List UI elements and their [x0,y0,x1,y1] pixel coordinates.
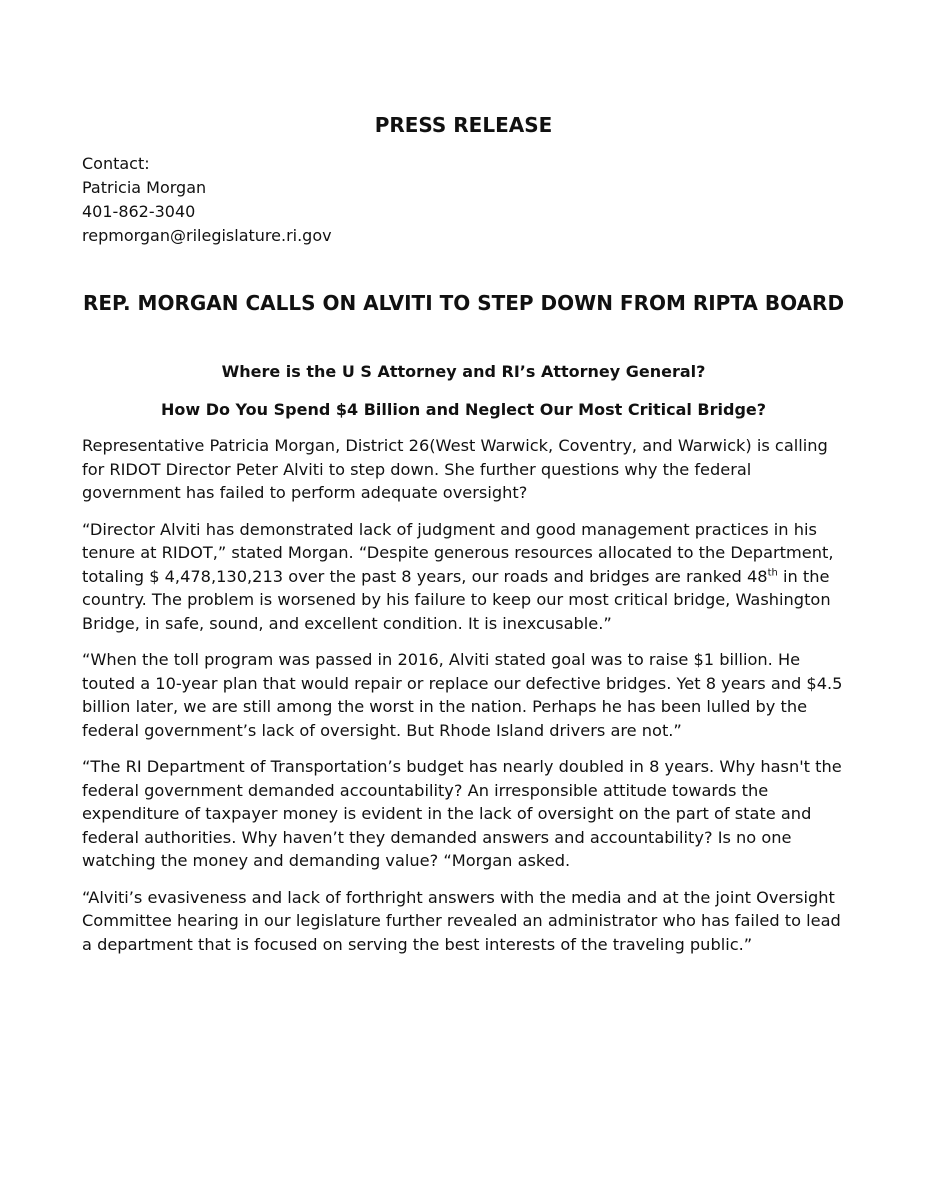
contact-email: repmorgan@rilegislature.ri.gov [82,226,332,245]
paragraph-intro: Representative Patricia Morgan, District 26(West Warwick, Coventry, and Warwick) is calling for RIDOT Director Peter Alviti to step down. She further questions why the federal government has failed to perform adequate oversight? [82,436,828,502]
contact-phone: 401-862-3040 [82,202,196,221]
contact-name: Patricia Morgan [82,178,207,197]
body-text [82,434,854,969]
subhead-attorney-question: Where is the U S Attorney and RI’s Attorney General? [221,362,706,381]
contact-label: Contact: [82,154,150,173]
paragraph-quote-judgment-part-1: “Director Alviti has demonstrated lack of judgment and good management practices in his tenure at RIDOT,” stated Morgan. “Despite generous resources allocated to the Department, totaling $ 4,478,130,213 over the past 8 years, our roads and bridges are ranked 48 [82,519,834,586]
paragraph-quote-judgment-part-2: in the country. The problem is worsened by his failure to keep our most critical bridge, Washington Bridge, in safe, sound, and excellent condition. It is inexcusable.” [82,566,831,633]
press-release-label: PRESS RELEASE [374,113,553,137]
paragraph-budget: “The RI Department of Transportation’s budget has nearly doubled in 8 years. Why hasn't the federal government demanded accountability? An irresponsible attitude towards the expenditure of taxpayer money is evident in the lack of oversight on the part of state and federal authorities. Why haven’t they demanded answers and accountability? Is no one watching the money and demanding value? “Morgan asked. [82,757,842,870]
paragraph-toll-program: “When the toll program was passed in 2016, Alviti stated goal was to raise $1 billion. He touted a 10-year plan that would repair or replace our defective bridges. Yet 8 years and $4.5 billion later, we are still among the worst in the nation. Perhaps he has been lulled by the federal government’s lack of oversight. But Rhode Island drivers are not.” [82,650,843,740]
ordinal-suffix: th [767,567,778,579]
headline: REP. MORGAN CALLS ON ALVITI TO STEP DOWN FROM RIPTA BOARD [82,291,845,315]
paragraph-evasiveness: “Alviti’s evasiveness and lack of forthright answers with the media and at the joint Oversight Committee hearing in our legislature further revealed an administrator who has failed to lead a department that is focused on serving the best interests of the traveling public.” [82,887,841,954]
contact-block [82,152,582,248]
paragraph-quote-judgment [82,518,854,636]
subhead-billion-question: How Do You Spend $4 Billion and Neglect Our Most Critical Bridge? [160,400,767,419]
